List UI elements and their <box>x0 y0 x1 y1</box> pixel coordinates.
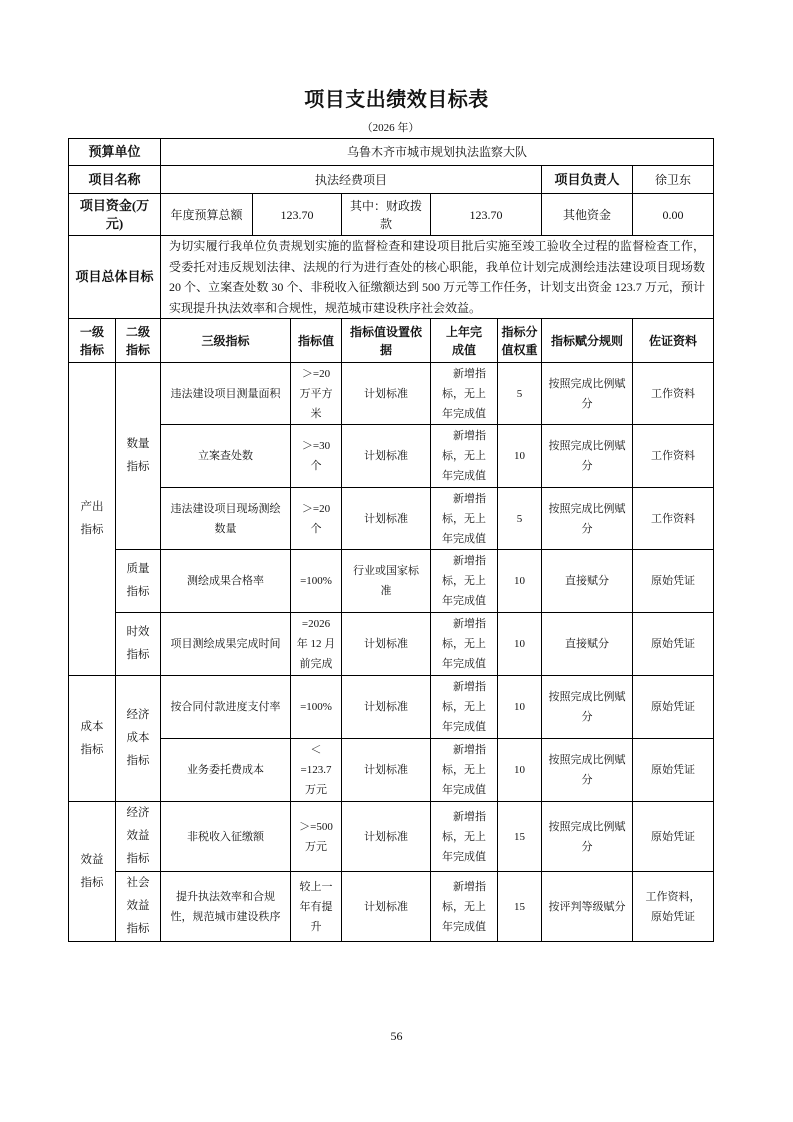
indicator-basis: 计划标准 <box>342 425 431 488</box>
evidence: 原始凭证 <box>633 739 714 802</box>
last-year-value: 新增指标，无上年完成值 <box>431 613 498 676</box>
fiscal-funds-value: 123.70 <box>431 194 542 236</box>
indicator-row <box>69 488 714 550</box>
indicator-basis: 计划标准 <box>342 363 431 425</box>
evidence: 工作资料，原始凭证 <box>633 872 714 942</box>
indicator-row <box>69 872 714 942</box>
indicator-weight: 10 <box>498 550 542 613</box>
indicator-basis: 计划标准 <box>342 676 431 739</box>
indicator-row <box>69 802 714 872</box>
evidence: 工作资料 <box>633 425 714 488</box>
scoring-rule: 按照完成比例赋分 <box>542 488 633 550</box>
overall-goal-label: 项目总体目标 <box>69 236 161 319</box>
indicator-row <box>69 425 714 488</box>
fiscal-funds-label: 其中：财政拨款 <box>342 194 431 236</box>
indicator-value: ＞=500 万元 <box>291 802 342 872</box>
last-year-value: 新增指标，无上年完成值 <box>431 363 498 425</box>
header-level1: 一级指标 <box>69 319 116 363</box>
last-year-value: 新增指标，无上年完成值 <box>431 550 498 613</box>
header-weight: 指标分值权重 <box>498 319 542 363</box>
last-year-value: 新增指标，无上年完成值 <box>431 739 498 802</box>
scoring-rule: 按照完成比例赋分 <box>542 739 633 802</box>
header-evidence: 佐证资料 <box>633 319 714 363</box>
evidence: 原始凭证 <box>633 550 714 613</box>
evidence: 工作资料 <box>633 363 714 425</box>
indicator-name: 立案查处数 <box>161 425 291 488</box>
scoring-rule: 按照完成比例赋分 <box>542 363 633 425</box>
indicator-name: 违法建设项目测量面积 <box>161 363 291 425</box>
level2-economic-benefit: 经济效益指标 <box>116 802 161 872</box>
scoring-rule: 按照完成比例赋分 <box>542 802 633 872</box>
indicator-basis: 计划标准 <box>342 802 431 872</box>
indicator-name: 违法建设项目现场测绘数量 <box>161 488 291 550</box>
indicator-name: 按合同付款进度支付率 <box>161 676 291 739</box>
overall-goal-row <box>69 236 714 319</box>
last-year-value: 新增指标，无上年完成值 <box>431 872 498 942</box>
indicator-name: 测绘成果合格率 <box>161 550 291 613</box>
level1-benefit: 效益指标 <box>69 802 116 942</box>
indicator-value: ＞=30 个 <box>291 425 342 488</box>
last-year-value: 新增指标，无上年完成值 <box>431 802 498 872</box>
indicator-weight: 5 <box>498 488 542 550</box>
project-name-value: 执法经费项目 <box>161 166 542 194</box>
scoring-rule: 按照完成比例赋分 <box>542 425 633 488</box>
indicator-weight: 10 <box>498 425 542 488</box>
indicator-value: ＞=20 万平方米 <box>291 363 342 425</box>
project-name-row <box>69 166 714 194</box>
indicator-value: ＜=123.7 万元 <box>291 739 342 802</box>
other-funds-value: 0.00 <box>633 194 714 236</box>
project-leader-label: 项目负责人 <box>542 166 633 194</box>
evidence: 原始凭证 <box>633 613 714 676</box>
indicator-weight: 10 <box>498 676 542 739</box>
indicator-row <box>69 613 714 676</box>
indicator-weight: 10 <box>498 613 542 676</box>
level2-quality: 质量指标 <box>116 550 161 613</box>
indicator-basis: 计划标准 <box>342 739 431 802</box>
indicator-row <box>69 363 714 425</box>
indicator-basis: 计划标准 <box>342 872 431 942</box>
page-number: 56 <box>390 1029 403 1043</box>
budget-unit-label: 预算单位 <box>69 139 161 166</box>
level2-timeliness: 时效指标 <box>116 613 161 676</box>
indicator-row <box>69 676 714 739</box>
indicator-name: 业务委托费成本 <box>161 739 291 802</box>
indicator-value: =100% <box>291 550 342 613</box>
header-rule: 指标赋分规则 <box>542 319 633 363</box>
level2-quantity: 数量指标 <box>116 363 161 550</box>
last-year-value: 新增指标，无上年完成值 <box>431 425 498 488</box>
level2-social-benefit: 社会效益指标 <box>116 872 161 942</box>
indicator-value: =2026 年 12 月前完成 <box>291 613 342 676</box>
indicator-basis: 行业或国家标准 <box>342 550 431 613</box>
level2-economic-cost: 经济成本指标 <box>116 676 161 802</box>
project-name-label: 项目名称 <box>69 166 161 194</box>
scoring-rule: 直接赋分 <box>542 550 633 613</box>
evidence: 工作资料 <box>633 488 714 550</box>
performance-target-table <box>68 138 714 942</box>
overall-goal-text: 为切实履行我单位负责规划实施的监督检查和建设项目批后实施至竣工验收全过程的监督检查工作，受委托对违反规划法律、法规的行为进行查处的核心职能，我单位计划完成测绘违法建设项目现场数 20 个、立案查处数 30 个、非税收入征缴额达到 500 万元等工作任务，计划支出资金 123.7 万元，预计实现提升执法效率和合规性，规范城市建设秩序社会效益。 <box>161 236 714 319</box>
budget-unit-value: 乌鲁木齐市城市规划执法监察大队 <box>161 139 714 166</box>
indicator-row <box>69 550 714 613</box>
indicator-name: 项目测绘成果完成时间 <box>161 613 291 676</box>
indicator-weight: 15 <box>498 802 542 872</box>
header-last-year: 上年完成值 <box>431 319 498 363</box>
scoring-rule: 按照完成比例赋分 <box>542 676 633 739</box>
header-basis: 指标值设置依据 <box>342 319 431 363</box>
budget-unit-row <box>69 139 714 166</box>
scoring-rule: 按评判等级赋分 <box>542 872 633 942</box>
project-leader-value: 徐卫东 <box>633 166 714 194</box>
scoring-rule: 直接赋分 <box>542 613 633 676</box>
level1-output: 产出指标 <box>69 363 116 676</box>
indicator-header-row <box>69 319 714 363</box>
indicator-value: 较上一年有提升 <box>291 872 342 942</box>
annual-budget-value: 123.70 <box>253 194 342 236</box>
indicator-weight: 10 <box>498 739 542 802</box>
indicator-name: 提升执法效率和合规性，规范城市建设秩序 <box>161 872 291 942</box>
indicator-weight: 5 <box>498 363 542 425</box>
last-year-value: 新增指标，无上年完成值 <box>431 676 498 739</box>
level1-cost: 成本指标 <box>69 676 116 802</box>
header-level2: 二级指标 <box>116 319 161 363</box>
project-funds-label: 项目资金(万元) <box>69 194 161 236</box>
indicator-basis: 计划标准 <box>342 613 431 676</box>
indicator-name: 非税收入征缴额 <box>161 802 291 872</box>
last-year-value: 新增指标，无上年完成值 <box>431 488 498 550</box>
indicator-value: ＞=20 个 <box>291 488 342 550</box>
indicator-weight: 15 <box>498 872 542 942</box>
year-subtitle: （2026 年） <box>361 122 420 134</box>
indicator-row <box>69 739 714 802</box>
header-level3: 三级指标 <box>161 319 291 363</box>
indicator-basis: 计划标准 <box>342 488 431 550</box>
evidence: 原始凭证 <box>633 802 714 872</box>
annual-budget-label: 年度预算总额 <box>161 194 253 236</box>
page-title: 项目支出绩效目标表 <box>304 89 489 111</box>
header-value: 指标值 <box>291 319 342 363</box>
indicator-value: =100% <box>291 676 342 739</box>
other-funds-label: 其他资金 <box>542 194 633 236</box>
project-funds-row <box>69 194 714 236</box>
evidence: 原始凭证 <box>633 676 714 739</box>
